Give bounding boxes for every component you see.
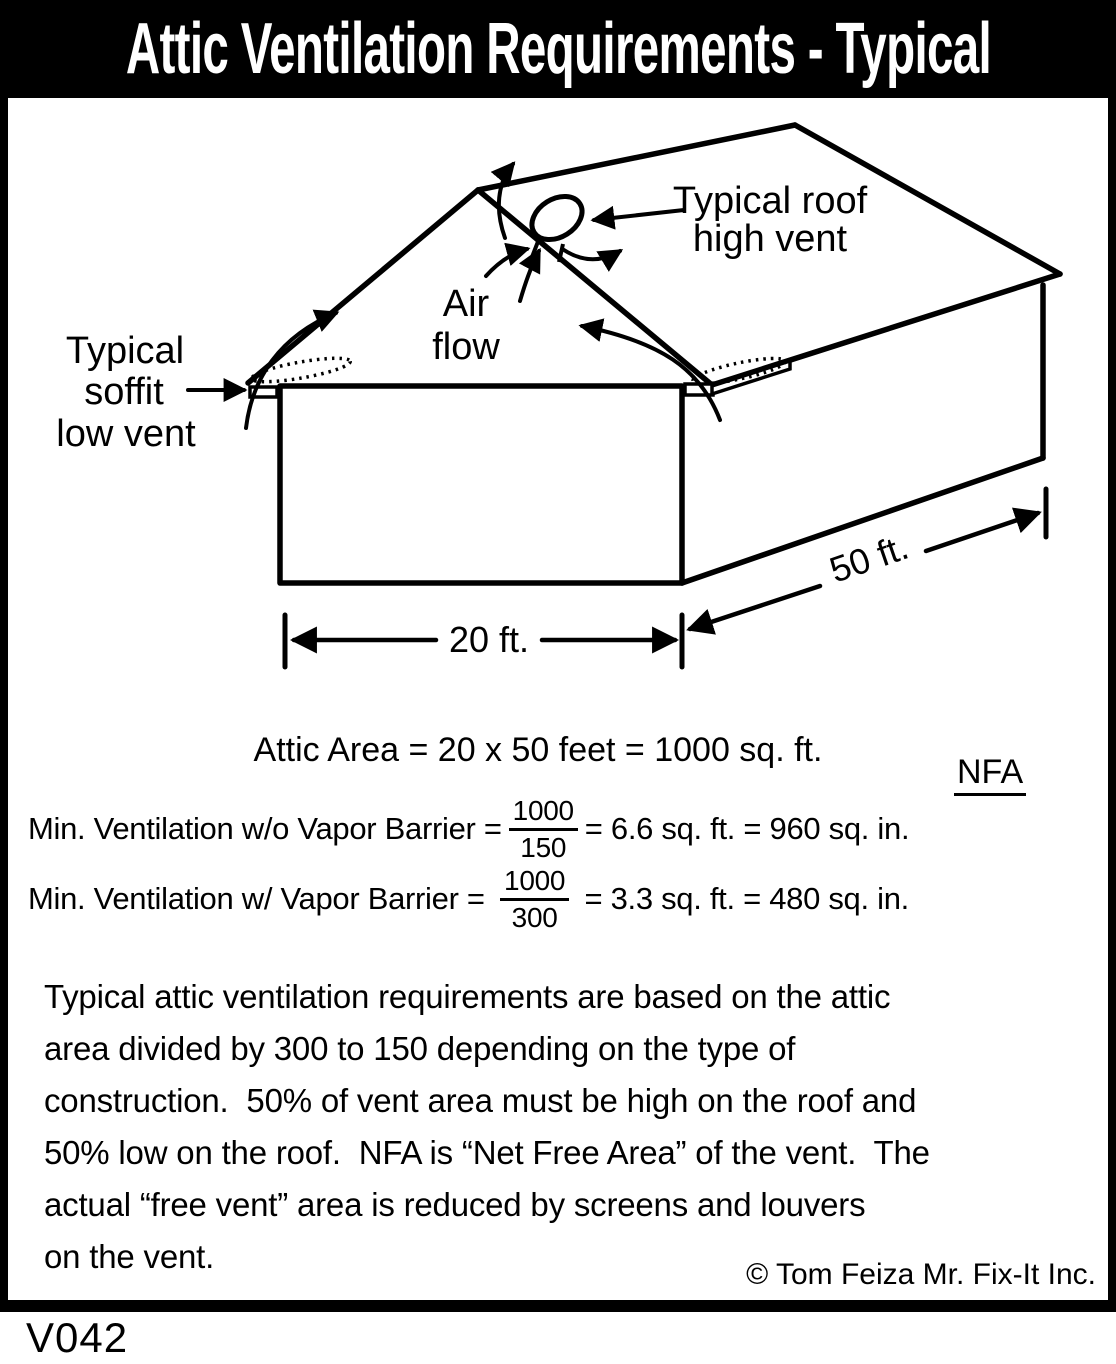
- air-flow-label: flow: [432, 326, 500, 368]
- paragraph-line: Typical attic ventilation requirements are based on the attic: [44, 978, 891, 1015]
- ventilation-formula-with-barrier: [28, 860, 909, 938]
- fraction-numerator: 1000: [500, 866, 569, 900]
- air-flow-label: Air: [442, 283, 490, 325]
- paragraph-line: on the vent.: [44, 1238, 215, 1275]
- formula-prefix: Min. Ventilation w/ Vapor Barrier =: [28, 881, 494, 916]
- soffit-label: Typical: [65, 330, 185, 372]
- document-code: V042: [26, 1314, 129, 1361]
- attic-area-formula: Attic Area = 20 x 50 feet = 1000 sq. ft.: [253, 731, 823, 769]
- fraction: [509, 796, 578, 862]
- title-bar: [0, 0, 1116, 98]
- airflow-up-arrow: [486, 249, 527, 276]
- paragraph-line: construction. 50% of vent area must be high on the roof and: [44, 1082, 917, 1119]
- depth-dim-label: 50 ft.: [824, 525, 914, 591]
- airflow-right-arrow: [564, 250, 620, 259]
- paragraph-line: area divided by 300 to 150 depending on the type of: [44, 1030, 796, 1067]
- ventilation-formula-no-barrier: [28, 790, 909, 868]
- nfa-header: NFA: [954, 753, 1026, 796]
- copyright-notice: © Tom Feiza Mr. Fix-It Inc.: [746, 1258, 1096, 1291]
- depth-dim-line: [926, 513, 1038, 551]
- depth-dim-line: [690, 586, 820, 629]
- width-dim-label: 20 ft.: [448, 619, 530, 660]
- formula-suffix: = 6.6 sq. ft. = 960 sq. in.: [584, 811, 910, 846]
- explanation-paragraph: [44, 978, 1094, 1290]
- roof-vent-label: Typical roof: [672, 180, 868, 222]
- airflow-out-arrow: [499, 164, 513, 238]
- house-diagram: [8, 98, 1108, 698]
- fraction-numerator: 1000: [509, 796, 578, 830]
- formula-prefix: Min. Ventilation w/o Vapor Barrier =: [28, 811, 502, 846]
- roof-vent-leader-arrow: [594, 210, 684, 220]
- airflow-up-arrow: [520, 251, 539, 301]
- roof-vent-label: high vent: [692, 218, 848, 260]
- page-title: Attic Ventilation Requirements - Typical: [125, 9, 991, 89]
- front-wall: [280, 386, 682, 583]
- diagram-panel: [8, 98, 1108, 1300]
- fraction: [500, 866, 569, 932]
- paragraph-line: actual “free vent” area is reduced by screens and louvers: [44, 1186, 866, 1223]
- fraction-denominator: 150: [520, 831, 567, 863]
- fraction-denominator: 300: [511, 901, 558, 933]
- formula-suffix: = 3.3 sq. ft. = 480 sq. in.: [576, 881, 909, 916]
- soffit-label: soffit: [84, 371, 164, 413]
- paragraph-line: 50% low on the roof. NFA is “Net Free Area” of the vent. The: [44, 1134, 930, 1171]
- soffit-label: low vent: [56, 413, 196, 455]
